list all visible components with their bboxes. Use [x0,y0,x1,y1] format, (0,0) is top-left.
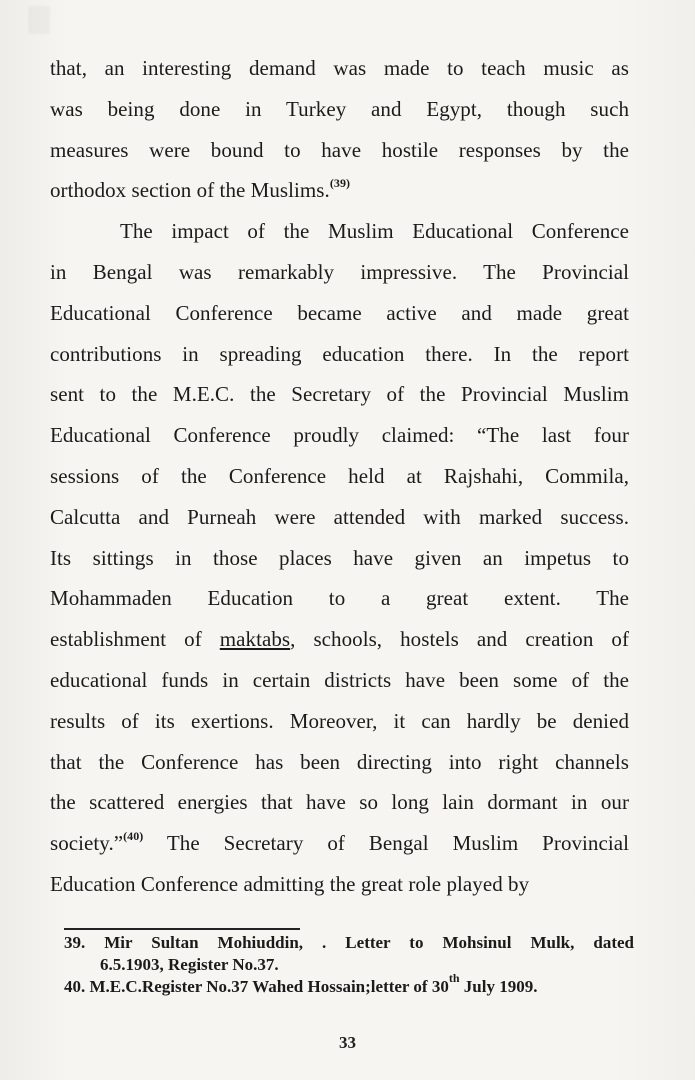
footnote-separator [64,928,300,930]
paragraph-2-line-4: contributions in spreading education there. In the report [50,341,629,366]
paragraph-2-line-5: sent to the M.E.C. the Secretary of the Provincial Muslim [50,382,629,407]
paragraph-2-line-12: educational funds in certain districts have been some of the [50,667,629,692]
paragraph-2-line-16-after: The Secretary of Bengal Muslim Provincial [143,831,629,856]
footnotes [64,928,634,998]
paragraph-1-line-3: measures were bound to have hostile responses by the [50,137,629,162]
footnote-40 [64,971,634,998]
paragraph-2-line-16 [50,823,629,864]
paragraph-1-line-4 [50,170,629,211]
paragraph-2-line-11 [50,619,629,660]
paragraph-2-line-2: in Bengal was remarkably impressive. The Provincial [50,259,629,284]
footnote-40-after: July 1909. [459,977,538,996]
paragraph-1-line-1: that, an interesting demand was made to teach music as [50,56,629,80]
paragraph-2-line-11-after: , schools, hostels and creation of [290,627,629,652]
paragraph-2-line-3: Educational Conference became active and made great [50,300,629,325]
footnote-40-before: 40. M.E.C.Register No.37 Wahed Hossain;letter of 30 [64,977,449,996]
paragraph-2-line-11-before: establishment of [50,627,220,652]
footnote-reference-39: (39) [329,176,351,191]
paragraph-1-line-2: was being done in Turkey and Egypt, though such [50,96,629,121]
page-number: 33 [339,1033,356,1052]
paragraph-2-line-16-before: society.” [50,831,124,856]
body-text [50,48,629,905]
paragraph-2-line-9: Its sittings in those places have given an impetus to [50,545,629,570]
page-scan-mark [28,6,50,34]
paragraph-2-line-8: Calcutta and Purneah were attended with marked success. [50,504,629,529]
footnote-39-line-2: 6.5.1903, Register No.37. [100,955,279,974]
paragraph-2-line-17: Education Conference admitting the great role played by [50,871,530,896]
footnote-39-line-1: 39. Mir Sultan Mohiuddin, . Letter to Mohsinul Mulk, dated [64,933,634,952]
paragraph-2-line-13: results of its exertions. Moreover, it can hardly be denied [50,708,629,733]
underlined-term-maktabs: maktabs [219,627,291,652]
paragraph-2-line-7: sessions of the Conference held at Rajshahi, Commila, [50,463,629,488]
paragraph-2-line-14: that the Conference has been directing into right channels [50,749,629,774]
paragraph-2-line-1: The impact of the Muslim Educational Conference [120,219,629,244]
footnote-reference-40: (40) [123,829,144,844]
paragraph-1-line-4-text: orthodox section of the Muslims. [50,178,330,203]
paragraph-2-line-10: Mohammaden Education to a great extent. The [50,586,629,611]
paragraph-2-line-6: Educational Conference proudly claimed: “The last four [50,423,629,448]
paragraph-2-line-15: the scattered energies that have so long lain dormant in our [50,790,629,815]
footnote-40-date-suffix: th [448,971,460,985]
